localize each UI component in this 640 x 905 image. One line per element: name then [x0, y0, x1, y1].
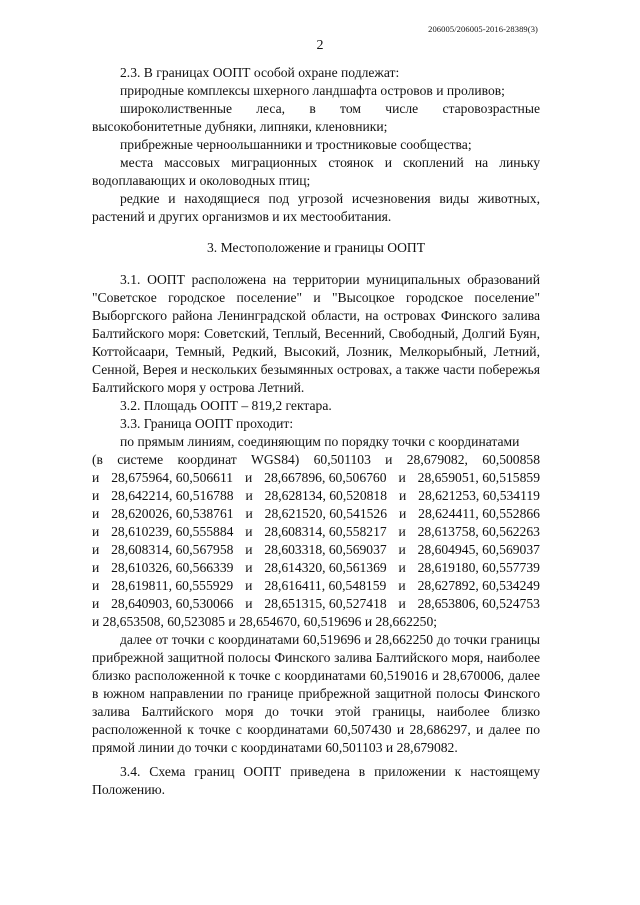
coordinate-conjunction: и — [245, 596, 253, 611]
coordinate-row — [92, 559, 540, 577]
coordinate-conjunction: и — [92, 470, 100, 485]
coordinate-pair: 28,608314, 60,567958 — [111, 542, 234, 557]
coordinate-pair: 28,619180, 60,557739 — [417, 560, 540, 575]
coordinate-conjunction: и — [398, 470, 406, 485]
coordinate-pair: 28,675964, 60,506611 — [111, 470, 234, 485]
paragraph-3-3: 3.3. Граница ООПТ проходит: — [120, 416, 294, 431]
coordinate-pair: 28,610326, 60,566339 — [111, 560, 234, 575]
protected-item: широколиственные леса, в том числе старовозрастные высокобонитетные дубняки, липняки, кленовники; — [92, 101, 540, 134]
coordinate-conjunction: и — [92, 560, 100, 575]
coordinate-pair: 28,642214, 60,516788 — [111, 488, 234, 503]
coordinate-pair: 28,621520, 60,541526 — [264, 506, 388, 521]
coordinate-conjunction: и — [92, 488, 100, 503]
coordinate-pair: 28,613758, 60,562263 — [417, 524, 540, 539]
coordinate-row — [92, 505, 540, 523]
coordinate-pair: 28,627892, 60,534249 — [417, 578, 540, 593]
coordinate-conjunction: и — [92, 524, 100, 539]
coordinate-row — [92, 487, 540, 505]
coordinate-conjunction: и — [92, 596, 100, 611]
paragraph-3-4: 3.4. Схема границ ООПТ приведена в приложении к настоящему Положению. — [92, 764, 540, 797]
coordinate-conjunction: и — [245, 524, 253, 539]
coordinate-pair: 28,603318, 60,569037 — [264, 542, 387, 557]
coordinate-row — [92, 541, 540, 559]
protected-item: прибрежные черноольшанники и тростниковые сообщества; — [120, 137, 472, 152]
coordinate-pair: 28,614320, 60,561369 — [264, 560, 387, 575]
coordinate-row — [92, 469, 540, 487]
coordinate-conjunction: и — [398, 506, 407, 521]
coordinates-last-line: и 28,653508, 60,523085 и 28,654670, 60,519696 и 28,662250; — [92, 614, 438, 629]
coordinate-conjunction: и — [92, 578, 100, 593]
coordinate-conjunction: и — [245, 506, 253, 521]
paragraph-3-1: 3.1. ООПТ расположена на территории муниципальных образований "Советское городское поселение" и "Высоцкое городское поселение" Выборгского района Ленинградской области, на островах Финского залива Балтийского моря: Советский, Теплый, Весенний, Свободный, Долгий Буян, Коттойсаари, Темный, Редкий, Высокий, Лозник, Мелкорыбный, Летний, Сенной, Верея и нескольких безымянных островах, а также части побережья Балтийского моря у острова Летний. — [92, 272, 540, 395]
coordinate-conjunction: и — [92, 506, 100, 521]
coordinate-row — [92, 577, 540, 595]
section-3-heading: 3. Местоположение и границы ООПТ — [206, 240, 426, 255]
coordinate-conjunction: и — [245, 578, 253, 593]
coordinates-table — [92, 469, 540, 613]
coordinate-row — [92, 595, 540, 613]
coordinate-pair: 28,616411, 60,548159 — [264, 578, 387, 593]
coordinate-conjunction: и — [398, 524, 406, 539]
coordinate-pair: 28,608314, 60,558217 — [264, 524, 387, 539]
coordinate-pair: 28,621253, 60,534119 — [418, 488, 540, 503]
coordinate-row — [92, 523, 540, 541]
page-number: 2 — [316, 38, 324, 53]
coordinate-conjunction: и — [398, 488, 407, 503]
protected-item: природные комплексы шхерного ландшафта островов и проливов; — [120, 83, 505, 98]
coordinate-pair: 28,653806, 60,524753 — [417, 596, 540, 611]
coordinate-conjunction: и — [398, 542, 406, 557]
coordinate-pair: 28,628134, 60,520818 — [264, 488, 388, 503]
coordinate-pair: 28,620026, 60,538761 — [111, 506, 234, 521]
coordinate-pair: 28,651315, 60,527418 — [264, 596, 387, 611]
coordinates-intro: по прямым линиям, соединяющим по порядку точки с координатами — [120, 434, 520, 449]
coordinate-pair: 28,640903, 60,530066 — [111, 596, 234, 611]
coordinate-pair: 28,619811, 60,555929 — [111, 578, 234, 593]
coordinate-conjunction: и — [398, 560, 406, 575]
coordinate-pair: 28,659051, 60,515859 — [417, 470, 540, 485]
document-id: 206005/206005-2016-28389(3) — [428, 24, 538, 34]
coordinate-conjunction: и — [245, 542, 253, 557]
coordinate-conjunction: и — [244, 470, 253, 485]
coordinate-pair: 28,610239, 60,555884 — [111, 524, 234, 539]
coordinate-pair: 28,604945, 60,569037 — [417, 542, 540, 557]
coordinate-conjunction: и — [398, 596, 406, 611]
protected-item: редкие и находящиеся под угрозой исчезновения виды животных, растений и других организмов и их местообитания. — [92, 191, 540, 224]
coordinates-line-1: (в системе координат WGS84) 60,501103 и 28,679082, 60,500858 — [92, 452, 540, 467]
coordinate-conjunction: и — [245, 488, 253, 503]
document-body — [92, 64, 540, 799]
coordinate-conjunction: и — [92, 542, 100, 557]
paragraph-3-2: 3.2. Площадь ООПТ – 819,2 гектара. — [120, 398, 332, 413]
coordinate-conjunction: и — [245, 560, 253, 575]
coordinate-pair: 28,667896, 60,506760 — [264, 470, 387, 485]
section-2-3-title: 2.3. В границах ООПТ особой охране подлежат: — [120, 65, 400, 80]
coordinate-conjunction: и — [398, 578, 406, 593]
coordinate-pair: 28,624411, 60,552866 — [418, 506, 540, 521]
paragraph-further: далее от точки с координатами 60,519696 и 28,662250 до точки границы прибрежной защитной полосы Финского залива Балтийского моря, наиболее близко расположенной к точке с координатами 60,519016 и 28,670006, далее в южном направлении по границе прибрежной защитной полосы Финского залива Балтийского моря до точки этой границы, наиболее близко расположенной к точке с координатами 60,507430 и 28,686297, и далее по прямой линии до точки с координатами 60,501103 и 28,679082. — [92, 632, 540, 755]
protected-item: места массовых миграционных стоянок и скоплений на линьку водоплавающих и околоводных птиц; — [92, 155, 540, 188]
